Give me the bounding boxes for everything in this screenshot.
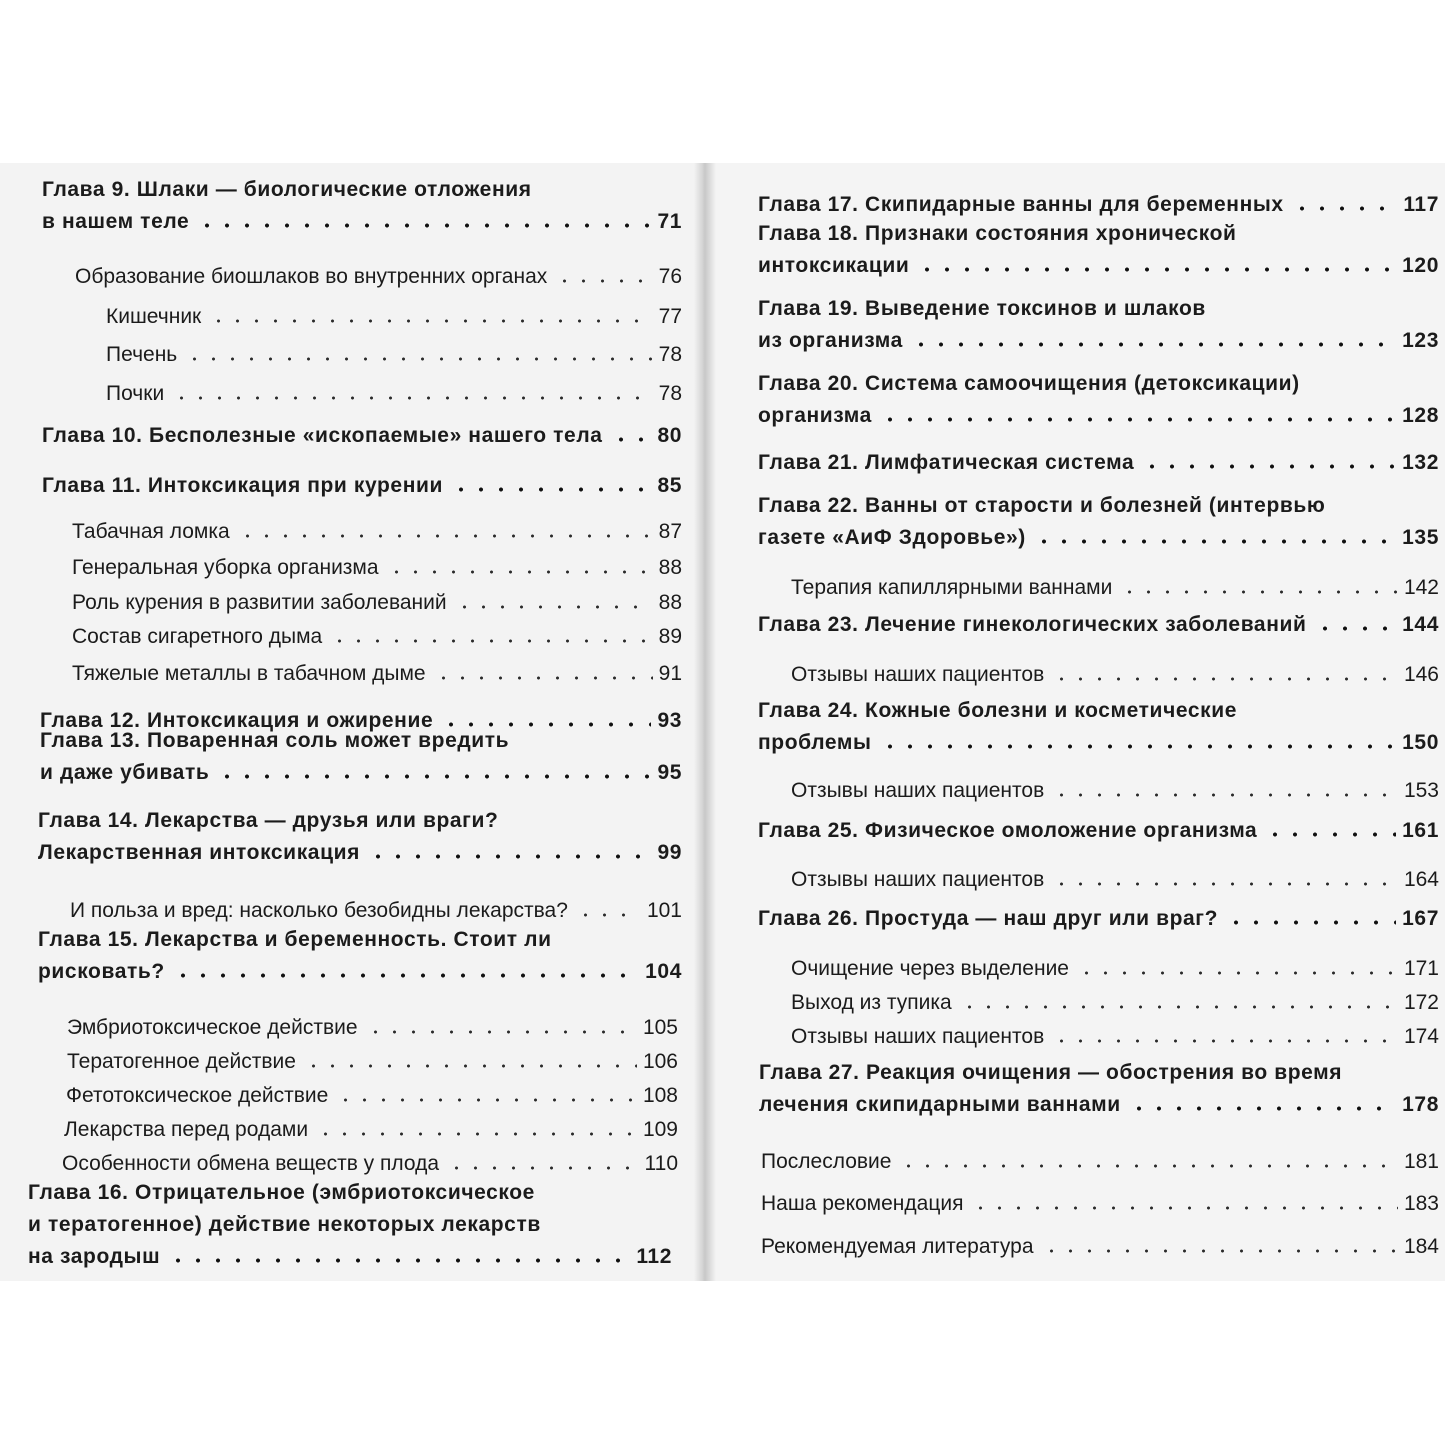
book-spread [0,163,1445,1281]
toc-chapter-title-line: Глава 27. Реакция очищения — обострения во время [759,1061,1343,1084]
toc-entry-title: организма [758,404,872,427]
toc-leader-dots [971,1206,1398,1210]
toc-page-number: 120 [1402,254,1439,277]
toc-leader-dots [330,639,652,643]
toc-page-number: 85 [657,474,682,497]
toc-entry-title: интоксикации [758,254,910,277]
toc-section-entry[interactable] [72,583,682,613]
left-page [0,163,700,1281]
toc-section-entry[interactable] [106,374,682,404]
toc-entry-title: газете «АиФ Здоровье») [758,526,1026,549]
toc-leader-dots [336,1098,637,1102]
toc-entry-title: Очищение через выделение [791,957,1069,980]
toc-page-number: 80 [657,424,682,447]
toc-chapter-entry[interactable] [42,416,682,446]
toc-section-entry[interactable] [67,1042,678,1072]
toc-entry-title: Фетотоксическое действие [66,1084,329,1107]
toc-section-entry[interactable] [761,1227,1439,1257]
toc-page-number: 174 [1403,1025,1439,1048]
toc-page-number: 132 [1402,451,1439,474]
toc-entry-title: Терапия капиллярными ваннами [791,576,1113,599]
toc-leader-dots [880,417,1396,422]
toc-leader-dots [1129,1106,1396,1111]
toc-section-entry[interactable] [64,1110,678,1140]
toc-section-entry[interactable] [791,568,1439,598]
toc-page-number: 167 [1402,907,1439,930]
toc-section-entry[interactable] [791,1017,1439,1047]
toc-entry-title: Глава 25. Физическое омоложение организма [758,819,1258,842]
toc-page-number: 123 [1402,329,1439,352]
toc-section-entry[interactable] [67,1008,678,1038]
toc-page-number: 88 [658,591,682,614]
toc-page-number: 171 [1403,957,1439,980]
toc-chapter-entry[interactable] [758,246,1439,276]
toc-leader-dots [316,1132,637,1136]
toc-section-entry[interactable] [791,771,1439,801]
toc-leader-dots [447,1166,638,1170]
toc-page-number: 106 [642,1050,678,1073]
toc-chapter-title-line: Глава 22. Ванны от старости и болезней (интервью [758,494,1326,517]
toc-chapter-entry[interactable] [759,1085,1439,1115]
toc-leader-dots [911,342,1396,347]
toc-leader-dots [555,279,652,283]
toc-page-number: 108 [642,1084,678,1107]
toc-page-number: 78 [658,343,682,366]
toc-leader-dots [209,319,652,323]
toc-leader-dots [576,913,641,917]
toc-entry-title: Тяжелые металлы в табачном дыме [72,662,426,685]
toc-section-entry[interactable] [72,512,682,542]
toc-page-number: 109 [642,1118,678,1141]
toc-section-entry[interactable] [761,1184,1439,1214]
toc-entry-title: лечения скипидарными ваннами [759,1093,1121,1116]
toc-entry-title: Глава 26. Простуда — наш друг или враг? [758,907,1219,930]
toc-leader-dots [1315,626,1397,631]
toc-chapter-entry[interactable] [758,605,1439,635]
toc-page-number: 184 [1403,1235,1439,1258]
toc-leader-dots [168,1258,630,1263]
toc-entry-title: Табачная ломка [72,520,230,543]
toc-page-number: 181 [1403,1150,1439,1173]
toc-page-number: 172 [1403,991,1439,1014]
toc-chapter-title-line: Глава 15. Лекарства и беременность. Стоит ли [38,928,552,951]
toc-page-number: 105 [642,1016,678,1039]
toc-page-number: 87 [658,520,682,543]
toc-leader-dots [1052,793,1398,797]
toc-entry-title: Глава 10. Бесполезные «ископаемые» нашего тела [42,424,603,447]
toc-leader-dots [173,973,639,978]
toc-leader-dots [960,1005,1398,1009]
toc-page-number: 91 [658,662,682,685]
toc-entry-title: и даже убивать [40,761,210,784]
toc-section-entry[interactable] [70,891,682,921]
toc-entry-title: Печень [106,343,178,366]
toc-entry-title: Генеральная уборка организма [72,556,379,579]
toc-page-number: 153 [1403,779,1439,802]
toc-chapter-entry[interactable] [38,833,682,863]
toc-page-number: 183 [1403,1192,1439,1215]
toc-leader-dots [434,676,653,680]
toc-chapter-entry[interactable] [42,466,682,496]
toc-chapter-entry[interactable] [758,185,1439,215]
toc-entry-title: Послесловие [761,1150,892,1173]
toc-page-number: 135 [1402,526,1439,549]
toc-leader-dots [1052,677,1398,681]
toc-chapter-entry[interactable] [28,1237,672,1267]
toc-page-number: 128 [1402,404,1439,427]
toc-entry-title: из организма [758,329,903,352]
toc-section-entry[interactable] [791,860,1439,890]
toc-leader-dots [366,1030,637,1034]
toc-entry-title: Особенности обмена веществ у плода [62,1152,440,1175]
toc-entry-title: на зародыш [28,1245,161,1268]
toc-leader-dots [1042,1249,1398,1253]
toc-entry-title: рисковать? [38,960,165,983]
toc-entry-title: Тератогенное действие [67,1050,296,1073]
toc-chapter-entry[interactable] [38,952,682,982]
toc-leader-dots [197,223,651,228]
toc-section-entry[interactable] [72,617,682,647]
toc-entry-title: Почки [106,382,165,405]
toc-chapter-entry[interactable] [758,723,1439,753]
toc-entry-title: Выход из тупика [791,991,952,1014]
toc-chapter-title-line: Глава 19. Выведение токсинов и шлаков [758,297,1206,320]
toc-entry-title: Состав сигаретного дыма [72,625,323,648]
toc-page-number: 76 [658,265,682,288]
toc-entry-title: Эмбриотоксическое действие [67,1016,358,1039]
toc-entry-title: Наша рекомендация [761,1192,964,1215]
toc-page-number: 104 [645,960,682,983]
toc-leader-dots [185,357,652,361]
toc-section-entry[interactable] [75,257,682,287]
toc-chapter-entry[interactable] [42,202,682,232]
toc-page-number: 99 [657,841,682,864]
book-gutter [694,163,716,1281]
toc-page-number: 95 [657,761,682,784]
toc-page-number: 117 [1403,193,1439,216]
toc-leader-dots [1292,206,1398,211]
toc-chapter-title-line: Глава 16. Отрицательное (эмбриотоксическое [28,1181,535,1204]
toc-chapter-entry[interactable] [758,811,1439,841]
toc-chapter-entry[interactable] [40,753,682,783]
toc-page-number: 71 [657,210,682,233]
toc-chapter-entry[interactable] [758,518,1439,548]
toc-entry-title: Отзывы наших пациентов [791,1025,1045,1048]
toc-section-entry[interactable] [106,335,682,365]
toc-entry-title: Глава 17. Скипидарные ванны для беременных [758,193,1284,216]
toc-page-number: 112 [636,1245,672,1268]
toc-section-entry[interactable] [791,655,1439,685]
toc-leader-dots [1226,920,1396,925]
toc-entry-title: проблемы [758,731,872,754]
toc-section-entry[interactable] [72,654,682,684]
toc-leader-dots [238,534,653,538]
toc-leader-dots [172,396,652,400]
toc-page-number: 164 [1403,868,1439,891]
toc-entry-title: Рекомендуемая литература [761,1235,1034,1258]
toc-section-entry[interactable] [106,297,682,327]
toc-leader-dots [1120,590,1398,594]
toc-leader-dots [368,854,651,859]
toc-leader-dots [451,487,651,492]
toc-chapter-title-line: Глава 24. Кожные болезни и косметические [758,699,1238,722]
toc-page-number: 146 [1403,663,1439,686]
toc-leader-dots [899,1164,1398,1168]
toc-leader-dots [304,1064,637,1068]
toc-entry-title: Глава 21. Лимфатическая система [758,451,1135,474]
toc-page-number: 178 [1402,1093,1439,1116]
toc-chapter-entry[interactable] [758,443,1439,473]
toc-page-number: 110 [644,1152,678,1175]
toc-leader-dots [1034,539,1396,544]
right-page [706,163,1445,1281]
toc-entry-title: Роль курения в развитии заболеваний [72,591,447,614]
toc-section-entry[interactable] [66,1076,678,1106]
toc-chapter-title-line: и тератогенное) действие некоторых лекарств [28,1213,541,1236]
toc-entry-title: Лекарственная интоксикация [38,841,360,864]
toc-page-number: 101 [646,899,682,922]
toc-leader-dots [1052,1039,1398,1043]
toc-chapter-title-line: Глава 13. Поваренная соль может вредить [40,729,510,752]
toc-page-number: 161 [1402,819,1439,842]
toc-leader-dots [917,267,1396,272]
toc-chapter-entry[interactable] [758,321,1439,351]
toc-page-number: 88 [658,556,682,579]
toc-chapter-title-line: Глава 9. Шлаки — биологические отложения [42,178,532,201]
toc-chapter-entry[interactable] [758,396,1439,426]
toc-page-number: 144 [1402,613,1439,636]
toc-entry-title: Лекарства перед родами [64,1118,309,1141]
toc-entry-title: Глава 23. Лечение гинекологических заболеваний [758,613,1307,636]
toc-chapter-entry[interactable] [758,899,1439,929]
toc-leader-dots [880,744,1397,749]
toc-section-entry[interactable] [761,1142,1439,1172]
toc-leader-dots [611,437,652,442]
toc-leader-dots [217,774,651,779]
toc-leader-dots [455,605,653,609]
toc-chapter-title-line: Глава 20. Система самоочищения (детоксикации) [758,372,1300,395]
toc-leader-dots [1265,832,1396,837]
toc-leader-dots [1142,464,1396,469]
toc-section-entry[interactable] [62,1144,678,1174]
toc-entry-title: Отзывы наших пациентов [791,868,1045,891]
toc-entry-title: Глава 11. Интоксикация при курении [42,474,444,497]
toc-entry-title: Отзывы наших пациентов [791,663,1045,686]
toc-page-number: 78 [658,382,682,405]
toc-entry-title: Глава 12. Интоксикация и ожирение [40,709,434,732]
toc-section-entry[interactable] [791,949,1439,979]
toc-chapter-title-line: Глава 18. Признаки состояния хронической [758,222,1237,245]
toc-page-number: 150 [1402,731,1439,754]
toc-leader-dots [387,570,653,574]
toc-leader-dots [1052,882,1398,886]
toc-page-number: 89 [658,625,682,648]
toc-page-number: 77 [658,305,682,328]
toc-leader-dots [1077,971,1398,975]
toc-entry-title: Отзывы наших пациентов [791,779,1045,802]
toc-section-entry[interactable] [72,548,682,578]
toc-page-number: 93 [657,709,682,732]
toc-page-number: 142 [1403,576,1439,599]
toc-entry-title: в нашем теле [42,210,190,233]
toc-section-entry[interactable] [791,983,1439,1013]
toc-entry-title: И польза и вред: насколько безобидны лекарства? [70,899,568,922]
toc-chapter-title-line: Глава 14. Лекарства — друзья или враги? [38,809,499,832]
toc-entry-title: Образование биошлаков во внутренних органах [75,265,548,288]
toc-entry-title: Кишечник [106,305,202,328]
